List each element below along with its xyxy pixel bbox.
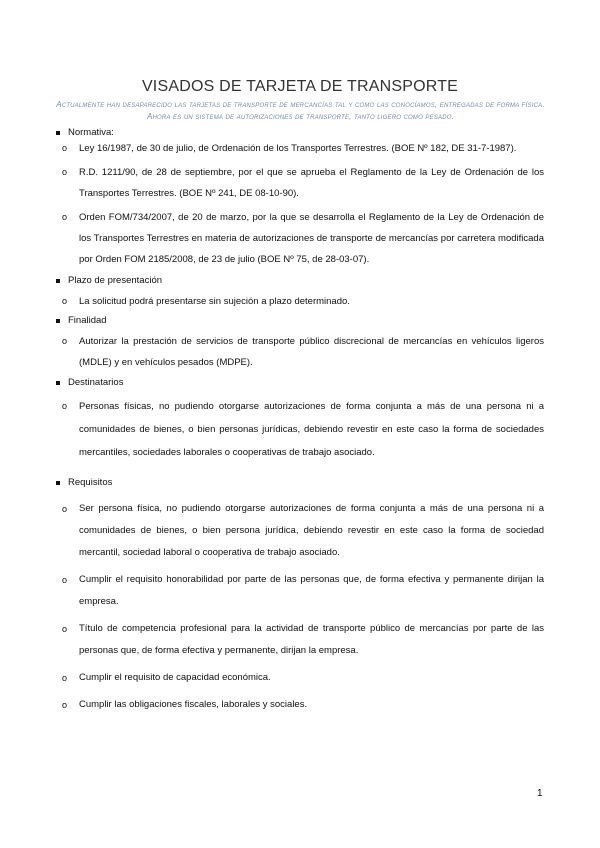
section-requisitos [62, 476, 544, 716]
section-finalidad [62, 314, 544, 373]
section-heading [62, 274, 544, 288]
document-subtitle: Actualmente han desaparecido las tarjetas de transporte de mercancías tal y como las conocíamos, entregadas de forma física. Ahora es un sistema de autorizaciones de transporte, tanto ligero como pesado. [56, 100, 545, 121]
circle-bullet-icon: o [62, 167, 68, 177]
list-item: o La solicitud podrá presentarse sin sujeción a plazo determinado. [62, 291, 544, 312]
section-heading [62, 476, 544, 490]
section-normativa [62, 126, 544, 270]
circle-bullet-icon: o [62, 143, 68, 153]
section-plazo [62, 274, 544, 312]
list-item: o Cumplir el requisito honorabilidad por parte de las personas que, de forma efectiva y permanente dirijan la empresa. [62, 569, 544, 613]
item-list [62, 395, 544, 464]
circle-bullet-icon: o [62, 296, 68, 306]
section-heading-text: Requisitos [68, 477, 113, 488]
item-list [62, 331, 544, 373]
circle-bullet-icon: o [62, 624, 68, 634]
circle-bullet-icon: o [62, 212, 68, 222]
item-list [62, 498, 544, 716]
circle-bullet-icon: o [62, 336, 68, 346]
list-item: o Personas físicas, no pudiendo otorgarse autorizaciones de forma conjunta a más de una persona ni a comunidades de bienes, o bien personas jurídicas, debiendo revestir en este caso la forma de sociedades mercantiles, sociedades laborales o cooperativas de trabajo asociado. [62, 395, 544, 464]
section-heading [62, 376, 544, 390]
list-item: o R.D. 1211/90, de 28 de septiembre, por el que se aprueba el Reglamento de la Ley de Ordenación de los Transportes Terrestres. (BOE Nº 241, DE 08-10-90). [62, 162, 544, 204]
document-body [62, 126, 544, 716]
circle-bullet-icon: o [62, 401, 68, 411]
circle-bullet-icon: o [62, 673, 68, 683]
item-list [62, 138, 544, 270]
circle-bullet-icon: o [62, 504, 68, 514]
list-item: o Cumplir las obligaciones fiscales, laborales y sociales. [62, 694, 544, 716]
list-item: o Cumplir el requisito de capacidad económica. [62, 667, 544, 689]
section-destinatarios [62, 376, 544, 464]
section-heading-text: Normativa: [68, 127, 114, 138]
square-bullet-icon [56, 481, 60, 485]
list-item: o Título de competencia profesional para la actividad de transporte público de mercancías por parte de las personas que, de forma efectiva y permanente, dirijan la empresa. [62, 618, 544, 662]
square-bullet-icon [56, 381, 60, 385]
circle-bullet-icon: o [62, 700, 68, 710]
list-item: o Ley 16/1987, de 30 de julio, de Ordenación de los Transportes Terrestres. (BOE Nº 182, DE 31-7-1987). [62, 138, 544, 159]
item-list [62, 291, 544, 312]
document-title: VISADOS DE TARJETA DE TRANSPORTE [141, 78, 459, 95]
section-heading-text: Plazo de presentación [68, 275, 163, 286]
section-heading [62, 314, 544, 328]
list-item: o Ser persona física, no pudiendo otorgarse autorizaciones de forma conjunta a más de una persona ni a comunidades de bienes, o bien persona jurídica, debiendo revestir en este caso la forma de sociedad mercantil, sociedad laboral o cooperativa de trabajo asociado. [62, 498, 544, 564]
square-bullet-icon [56, 319, 60, 323]
circle-bullet-icon: o [62, 575, 68, 585]
section-heading-text: Finalidad [68, 315, 107, 326]
list-item: o Autorizar la prestación de servicios de transporte público discrecional de mercancías en vehículos ligeros (MDLE) y en vehículos pesados (MDPE). [62, 331, 544, 373]
section-heading-text: Destinatarios [68, 377, 124, 388]
square-bullet-icon [56, 131, 60, 135]
page-number: 1 [537, 788, 543, 799]
square-bullet-icon [56, 279, 60, 283]
list-item: o Orden FOM/734/2007, de 20 de marzo, por la que se desarrolla el Reglamento de la Ley de Ordenación de los Transportes Terrestres en materia de autorizaciones de transporte de mercancías por carretera modificada por Orden FOM 2185/2008, de 23 de julio (BOE Nº 75, de 28-03-07). [62, 207, 544, 270]
